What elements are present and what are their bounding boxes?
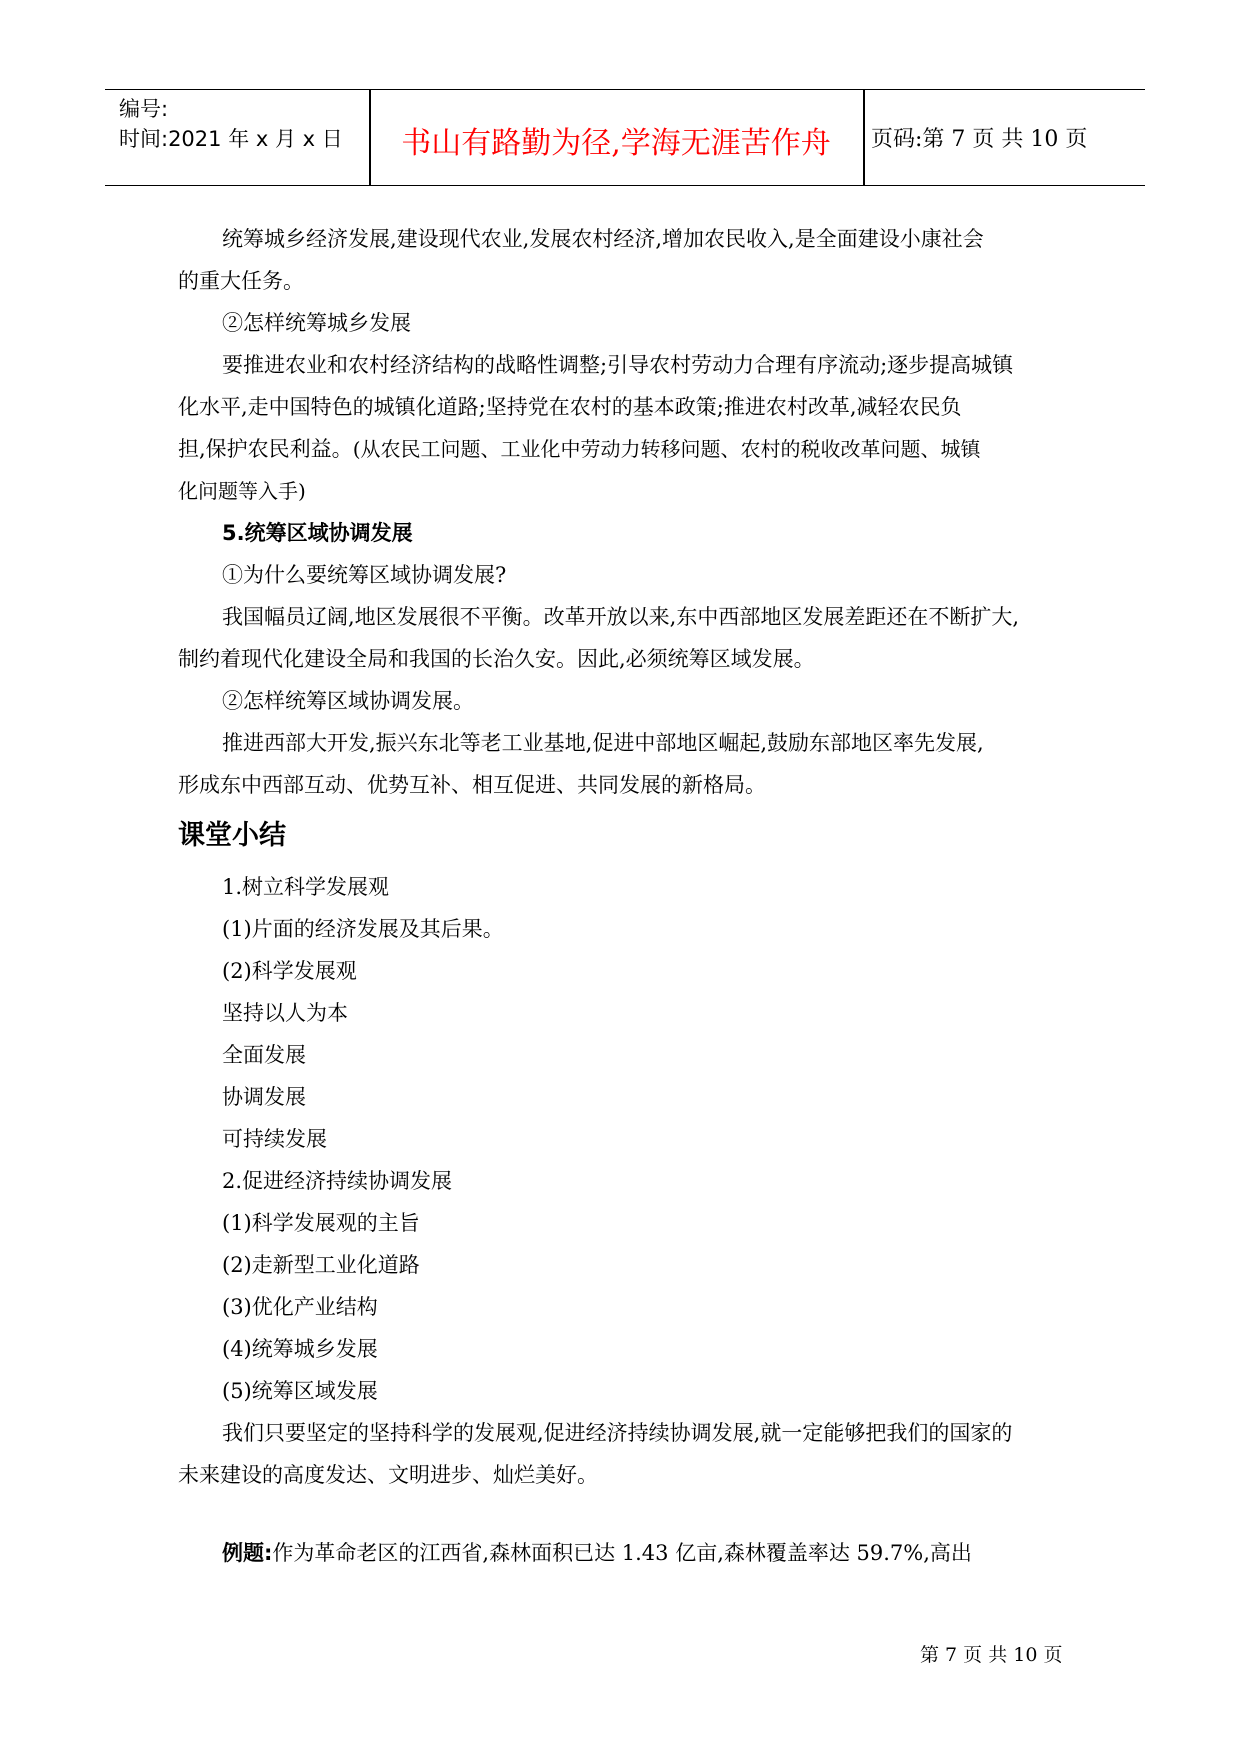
header-page-number: 页码:第 7 页 共 10 页	[871, 127, 1088, 152]
summary-item: (1)片面的经济发展及其后果。	[222, 917, 504, 941]
header-divider	[863, 90, 865, 185]
summary-item: 全面发展	[222, 1043, 306, 1067]
summary-item: 2.促进经济持续协调发展	[222, 1169, 453, 1193]
paragraph: 我国幅员辽阔,地区发展很不平衡。改革开放以来,东中西部地区发展差距还在不断扩大,	[222, 605, 1020, 629]
paragraph: 未来建设的高度发达、文明进步、灿烂美好。	[178, 1463, 598, 1487]
summary-item: (2)走新型工业化道路	[222, 1253, 420, 1277]
page-header	[105, 89, 1145, 186]
paragraph: 制约着现代化建设全局和我国的长治久安。因此,必须统筹区域发展。	[178, 647, 815, 671]
time-label: 时间:2021 年 x 月 x 日	[119, 127, 343, 151]
summary-item: 可持续发展	[222, 1127, 327, 1151]
paragraph: 形成东中西部互动、优势互补、相互促进、共同发展的新格局。	[178, 773, 766, 797]
page-footer: 第 7 页 共 10 页	[920, 1644, 1063, 1666]
header-motto: 书山有路勤为径,学海无涯苦作舟	[401, 126, 831, 161]
paragraph: 化水平,走中国特色的城镇化道路;坚持党在农村的基本政策;推进农村改革,减轻农民负	[178, 395, 962, 419]
paragraph-note: 化问题等入手)	[178, 479, 306, 503]
question: ②怎样统筹城乡发展	[222, 311, 411, 335]
paragraph-text: 担,保护农民利益。	[178, 437, 353, 461]
example-text: 作为革命老区的江西省,森林面积已达 1.43 亿亩,森林覆盖率达 59.7%,高出	[272, 1541, 972, 1565]
paragraph: 要推进农业和农村经济结构的战略性调整;引导农村劳动力合理有序流动;逐步提高城镇	[222, 353, 1014, 377]
summary-item: (2)科学发展观	[222, 959, 357, 983]
question: ①为什么要统筹区域协调发展?	[222, 563, 507, 587]
summary-heading: 课堂小结	[178, 820, 286, 851]
question: ②怎样统筹区域协调发展。	[222, 689, 474, 713]
summary-item: (5)统筹区域发展	[222, 1379, 378, 1403]
paragraph-note: (从农民工问题、工业化中劳动力转移问题、农村的税收改革问题、城镇	[352, 437, 981, 461]
paragraph	[178, 428, 1074, 470]
paragraph: 统筹城乡经济发展,建设现代农业,发展农村经济,增加农民收入,是全面建设小康社会	[222, 227, 984, 251]
paragraph: 推进西部大开发,振兴东北等老工业基地,促进中部地区崛起,鼓励东部地区率先发展,	[222, 731, 984, 755]
section-title: 5.统筹区域协调发展	[222, 521, 413, 545]
spacer	[178, 1496, 1074, 1532]
serial-label: 编号:	[119, 97, 169, 121]
summary-item: 1.树立科学发展观	[222, 875, 390, 899]
summary-item: 坚持以人为本	[222, 1001, 348, 1025]
paragraph: 我们只要坚定的坚持科学的发展观,促进经济持续协调发展,就一定能够把我们的国家的	[222, 1421, 1013, 1445]
summary-item: (4)统筹城乡发展	[222, 1337, 378, 1361]
summary-item: (3)优化产业结构	[222, 1295, 378, 1319]
paragraph: 的重大任务。	[178, 269, 304, 293]
example-paragraph	[178, 1532, 1074, 1574]
summary-item: (1)科学发展观的主旨	[222, 1211, 420, 1235]
header-meta	[119, 94, 343, 154]
summary-item: 协调发展	[222, 1085, 306, 1109]
example-label: 例题:	[222, 1541, 273, 1565]
document-body	[178, 218, 1074, 1574]
